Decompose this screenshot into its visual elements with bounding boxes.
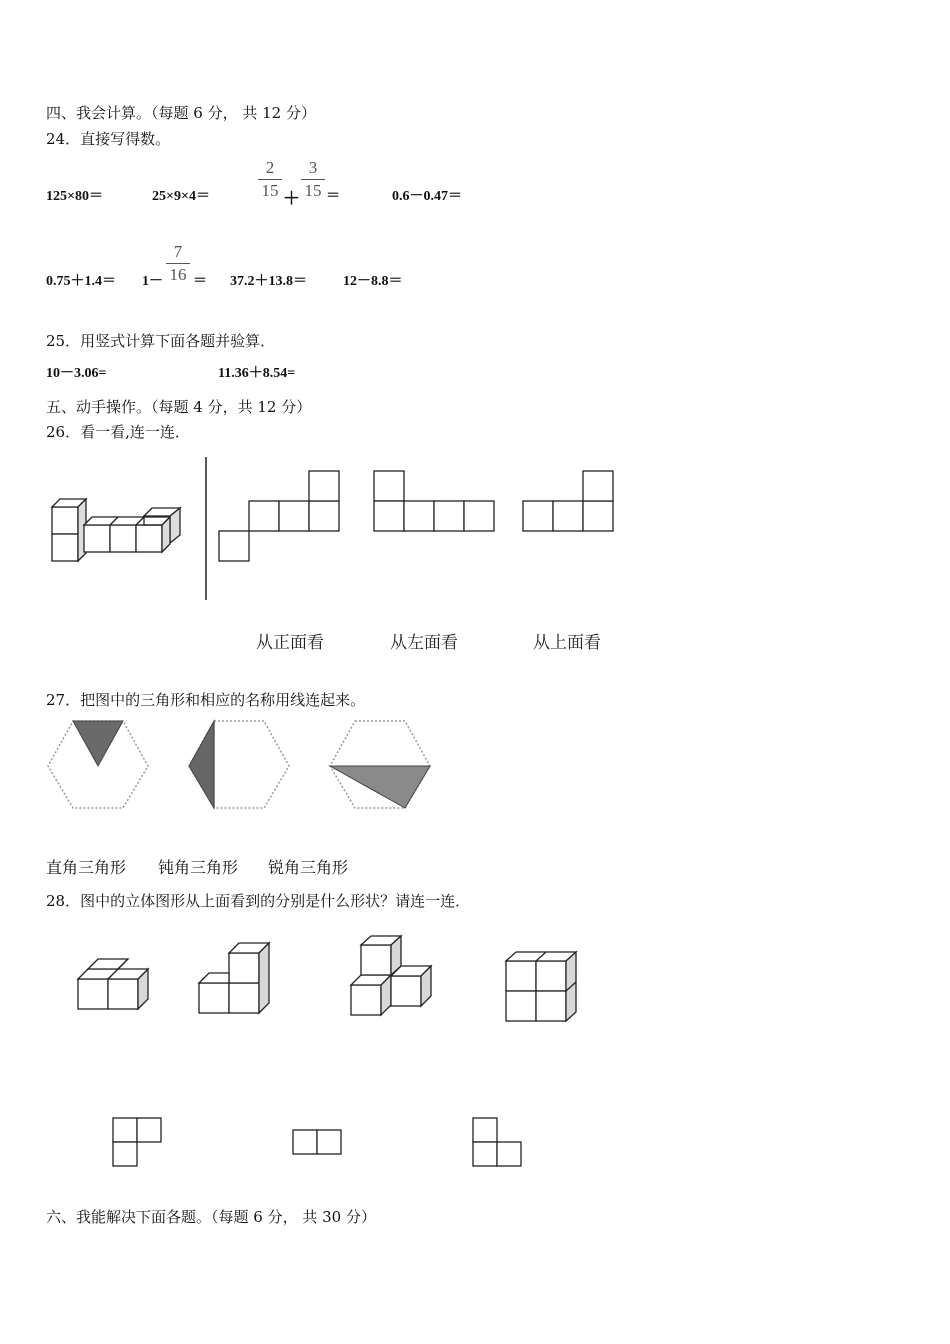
triangle-name: 直角三角形 (46, 858, 127, 877)
section-6-heading: 六、我能解决下面各题。（每题 6 分， 共 30 分） (46, 1208, 376, 1226)
hexagon-1 (48, 721, 148, 808)
q28-view-3 (473, 1118, 521, 1166)
triangle-name: 钝角三角形 (158, 858, 239, 877)
triangle-name: 锐角三角形 (268, 858, 349, 877)
q28-view-2 (293, 1130, 341, 1154)
q25-item: 10－3.06= (46, 366, 107, 381)
hexagon-3 (330, 721, 430, 808)
q28-solid-2 (199, 943, 269, 1013)
q28-solid-1 (78, 959, 148, 1009)
view-left-grid (374, 471, 494, 531)
q28-solid-3 (351, 936, 431, 1015)
section-5-heading: 五、动手操作。（每题 4 分，共 12 分） (46, 398, 312, 416)
q25-title: 25．用竖式计算下面各题并验算． (46, 332, 276, 350)
plus-sign: ＋ (283, 189, 300, 208)
fraction-numerator: 7 (173, 242, 183, 261)
q24-item: 0.75＋1.4＝ (46, 274, 116, 289)
q25-item: 11.36＋8.54= (218, 366, 296, 381)
q26-cube-solid (52, 499, 180, 561)
section-4-heading: 四、我会计算。（每题 6 分， 共 12 分） (46, 104, 316, 122)
q27-title: 27．把图中的三角形和相应的名称用线连起来。 (46, 691, 366, 709)
view-top-grid (523, 471, 613, 531)
fraction-denominator: 16 (169, 265, 187, 284)
fraction-numerator: 3 (308, 158, 318, 177)
equals-sign: ＝ (193, 274, 207, 289)
q24-item: 37.2＋13.8＝ (230, 274, 307, 289)
view-label-top: 从上面看 (533, 633, 601, 653)
q24-title: 24．直接写得数。 (46, 130, 171, 148)
hexagon-2 (189, 721, 289, 808)
q28-solid-4 (506, 952, 576, 1021)
view-front-grid (219, 471, 339, 561)
q24-item: 0.6－0.47＝ (392, 189, 462, 204)
equals-sign: ＝ (326, 189, 340, 204)
q24-item: 125×80＝ (46, 189, 103, 204)
q28-view-1 (113, 1118, 161, 1166)
view-label-front: 从正面看 (256, 633, 324, 653)
fraction-denominator: 15 (261, 181, 279, 200)
fraction-denominator: 15 (304, 181, 322, 200)
q28-title: 28．图中的立体图形从上面看到的分别是什么形状？请连一连． (46, 892, 471, 910)
fraction-numerator: 2 (265, 158, 275, 177)
q24-item-prefix: 1－ (142, 274, 163, 289)
q26-title: 26．看一看,连一连． (46, 423, 190, 441)
q24-item: 25×9×4＝ (152, 189, 210, 204)
view-label-left: 从左面看 (390, 633, 458, 653)
q24-item: 12－8.8＝ (343, 274, 403, 289)
